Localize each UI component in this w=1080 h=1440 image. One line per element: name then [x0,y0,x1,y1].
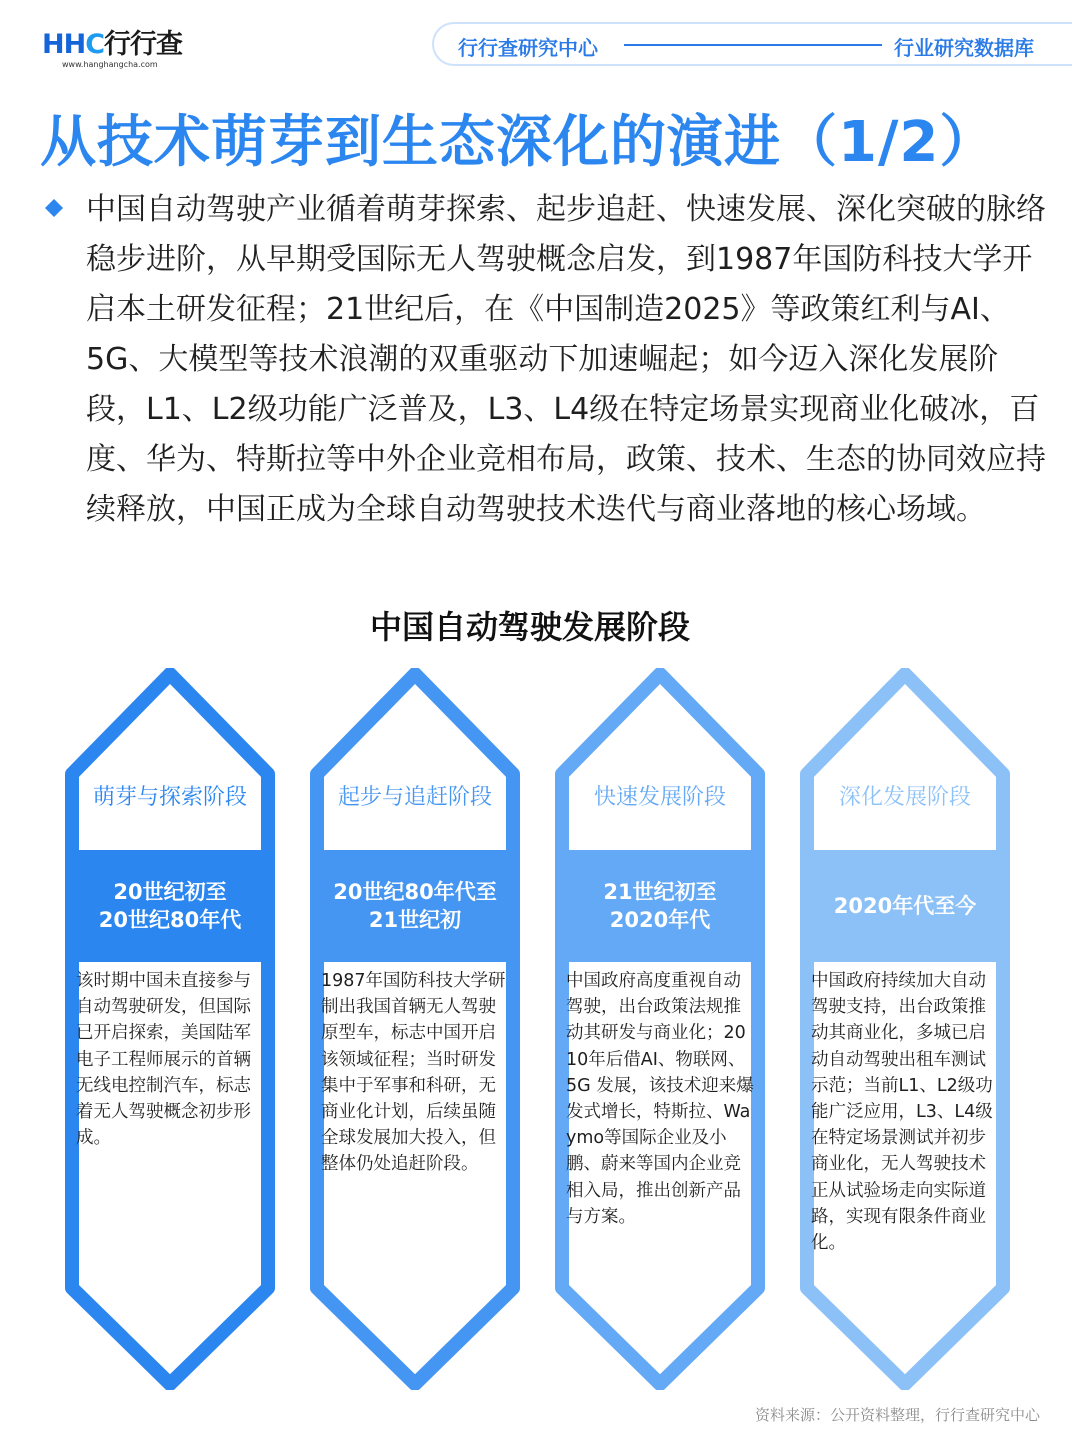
database-label: 行业研究数据库 [894,36,1034,60]
stage-description: 该时期中国未直接参与自动驾驶研发，但国际已开启探索，美国陆军电子工程师展示的首辆无线电控制汽车，标志着无人驾驶概念初步形成。 [76,971,251,1149]
stage-card [799,668,1011,1390]
source-note: 资料来源：公开资料整理，行行查研究中心 [754,1406,1040,1424]
stage-name: 萌芽与探索阶段 [92,785,247,810]
stage-period: 20世纪80年代至 21世纪初 [333,880,497,932]
stage-name: 快速发展阶段 [593,785,726,810]
intro-paragraph: 中国自动驾驶产业循着萌芽探索、起步追赶、快速发展、深化突破的脉络稳步进阶，从早期受国际无人驾驶概念启发，到1987年国防科技大学开启本土研发征程；21世纪后，在《中国制造2025》等政策红利与AI、5G、大模型等技术浪潮的双重驱动下加速崛起；如今迈入深化发展阶段，L1、L2级功能广泛普及，L3、L4级在特定场景实现商业化破冰，百度、华为、特斯拉等中外企业竞相布局，政策、技术、生态的协同效应持续释放，中国正成为全球自动驾驶技术迭代与商业落地的核心场域。 [86,192,1046,527]
logo-cn: 行行查 [104,29,183,60]
header-divider-line [624,44,882,46]
stage-name: 起步与追赶阶段 [337,785,492,810]
stage-description: 1987年国防科技大学研制出我国首辆无人驾驶原型车，标志中国开启该领域征程；当时研发集中于军事和科研，无商业化计划，后续虽随全球发展加大投入，但整体仍处追赶阶段。 [321,971,506,1175]
stage-period: 21世纪初至 2020年代 [603,880,717,932]
research-center-label: 行行查研究中心 [458,36,598,60]
stage-description: 中国政府持续加大自动驾驶支持，出台政策推动其商业化，多城已启动自动驾驶出租车测试示范；当前L1、L2级功能广泛应用，L3、L4级在特定场景测试并初步商业化，无人驾驶技术正从试验场走向实际道路，实现有限条件商业化。 [811,971,993,1254]
stage-card [309,668,521,1390]
section-title: 中国自动驾驶发展阶段 [369,608,690,646]
header-banner [432,22,1072,66]
stage-card [64,668,276,1390]
stage-description: 中国政府高度重视自动驾驶，出台政策法规推动其研发与商业化；2010年后借AI、物联网、5G 发展，该技术迎来爆发式增长，特斯拉、Waymo等国际企业及小鹏、蔚来等国内企业竞相入局，推出创新产品与方案。 [566,971,754,1227]
stage-period: 20世纪初至 20世纪80年代 [98,880,242,932]
diamond-bullet-icon [44,198,64,218]
stage-card [554,668,766,1390]
page-title: 从技术萌芽到生态深化的演进（1/2） [40,110,997,175]
brand-logo[interactable] [42,30,192,72]
stage-name: 深化发展阶段 [838,785,971,810]
logo-url: www.hanghangcha.com [62,60,158,69]
logo-mark: HHC行行查 [42,29,183,60]
stage-period: 2020年代至今 [833,894,977,918]
